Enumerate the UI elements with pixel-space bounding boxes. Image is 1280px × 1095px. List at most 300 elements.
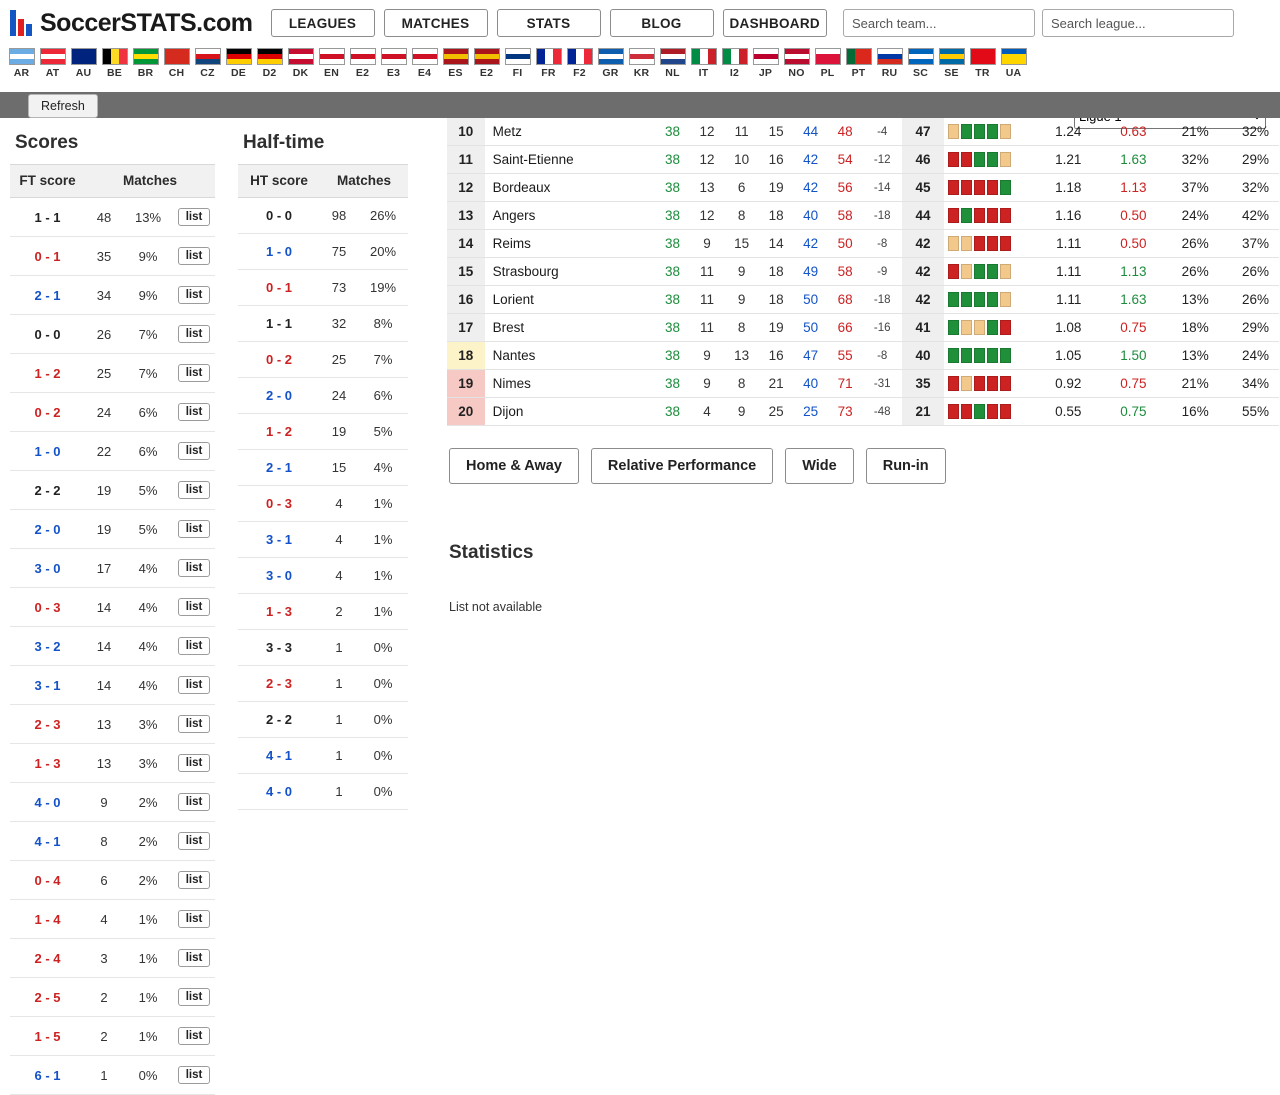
score-list-button[interactable]: list xyxy=(178,988,211,1006)
score-row xyxy=(10,393,215,432)
team-name[interactable]: Lorient xyxy=(485,286,656,314)
score-match-count: 14 xyxy=(85,627,123,666)
score-list-button[interactable]: list xyxy=(178,520,211,538)
form-w-icon xyxy=(948,292,959,307)
score-match-count: 4 xyxy=(85,900,123,939)
flag-label: KR xyxy=(633,67,650,79)
score-value: 4 - 0 xyxy=(238,774,320,810)
form-guide xyxy=(948,292,1024,307)
score-row xyxy=(10,627,215,666)
score-row xyxy=(238,378,408,414)
score-row xyxy=(10,471,215,510)
losses: 16 xyxy=(759,342,794,370)
search-team-input[interactable] xyxy=(843,9,1035,37)
score-list-cell xyxy=(173,705,215,744)
points: 47 xyxy=(902,118,944,146)
flag-icon xyxy=(970,48,996,65)
score-value: 1 - 4 xyxy=(10,900,85,939)
flag-label: SE xyxy=(944,67,959,79)
country-flag-nl-21[interactable] xyxy=(657,48,688,79)
score-percentage: 9% xyxy=(123,237,173,276)
country-flag-ch-5[interactable] xyxy=(161,48,192,79)
goal-difference: -8 xyxy=(862,230,902,258)
country-flag-jp-24[interactable] xyxy=(750,48,781,79)
score-row xyxy=(10,432,215,471)
country-flag-i2-23[interactable] xyxy=(719,48,750,79)
team-name[interactable]: Nantes xyxy=(485,342,656,370)
nav-matches[interactable]: MATCHES xyxy=(384,9,488,37)
score-match-count: 34 xyxy=(85,276,123,315)
score-value: 2 - 4 xyxy=(10,939,85,978)
form-w-icon xyxy=(1000,180,1011,195)
score-percentage: 4% xyxy=(123,549,173,588)
percent-stat-2: 32% xyxy=(1219,118,1279,146)
score-row xyxy=(238,594,408,630)
score-percentage: 3% xyxy=(123,744,173,783)
score-match-count: 13 xyxy=(85,705,123,744)
percent-stat-1: 26% xyxy=(1158,230,1218,258)
score-match-count: 26 xyxy=(85,315,123,354)
search-league-input[interactable] xyxy=(1042,9,1234,37)
table-row[interactable] xyxy=(447,314,1279,342)
country-flag-it-22[interactable] xyxy=(688,48,719,79)
flag-icon xyxy=(536,48,562,65)
statistics-note: List not available xyxy=(449,600,543,614)
score-value: 2 - 0 xyxy=(238,378,320,414)
flag-icon xyxy=(722,48,748,65)
percent-stat-1: 13% xyxy=(1158,286,1218,314)
losses: 15 xyxy=(759,118,794,146)
score-list-button[interactable]: list xyxy=(178,910,211,928)
team-name[interactable]: Bordeaux xyxy=(485,174,656,202)
flag-icon xyxy=(505,48,531,65)
flag-icon xyxy=(753,48,779,65)
flag-label: FI xyxy=(512,67,523,79)
form-d-icon xyxy=(961,236,972,251)
score-list-button[interactable]: list xyxy=(178,325,211,343)
goal-difference: -16 xyxy=(862,314,902,342)
score-list-button[interactable]: list xyxy=(178,364,211,382)
team-name[interactable]: Metz xyxy=(485,118,656,146)
form-cell xyxy=(944,202,1028,230)
country-flag-kr-20[interactable] xyxy=(626,48,657,79)
country-flag-e2-11[interactable] xyxy=(347,48,378,79)
score-row xyxy=(10,276,215,315)
score-list-button[interactable]: list xyxy=(178,754,211,772)
form-w-icon xyxy=(961,292,972,307)
form-w-icon xyxy=(1000,348,1011,363)
form-w-icon xyxy=(987,264,998,279)
score-value: 1 - 5 xyxy=(10,1017,85,1056)
draws: 15 xyxy=(724,230,759,258)
points: 44 xyxy=(902,202,944,230)
score-row xyxy=(10,783,215,822)
flag-label: I2 xyxy=(729,67,740,79)
goals-for: 25 xyxy=(793,398,828,426)
country-flag-f2-18[interactable] xyxy=(564,48,595,79)
form-l-icon xyxy=(948,180,959,195)
score-list-button[interactable]: list xyxy=(178,598,211,616)
country-flag-e2-15[interactable] xyxy=(471,48,502,79)
score-percentage: 4% xyxy=(123,666,173,705)
percent-stat-2: 55% xyxy=(1219,398,1279,426)
logo-text-stats: STATS xyxy=(120,8,197,37)
flag-icon xyxy=(257,48,283,65)
country-flag-es-14[interactable] xyxy=(440,48,471,79)
form-w-icon xyxy=(974,292,985,307)
score-row xyxy=(238,774,408,810)
table-row[interactable] xyxy=(447,342,1279,370)
score-percentage: 20% xyxy=(358,234,408,270)
matches-played: 38 xyxy=(655,202,690,230)
score-match-count: 25 xyxy=(320,342,358,378)
goals-for: 40 xyxy=(793,202,828,230)
table-row[interactable] xyxy=(447,118,1279,146)
flag-icon xyxy=(164,48,190,65)
losses: 21 xyxy=(759,370,794,398)
form-guide xyxy=(948,208,1024,223)
country-flag-bar xyxy=(0,46,1280,92)
form-w-icon xyxy=(974,264,985,279)
form-l-icon xyxy=(987,236,998,251)
team-name[interactable]: Saint-Etienne xyxy=(485,146,656,174)
country-flag-dk-9[interactable] xyxy=(285,48,316,79)
country-flag-cz-6[interactable] xyxy=(192,48,223,79)
score-list-button[interactable]: list xyxy=(178,247,211,265)
points-per-game: 0.92 xyxy=(1028,370,1093,398)
flag-icon xyxy=(784,48,810,65)
flag-label: DK xyxy=(292,67,309,79)
secondary-toolbar xyxy=(0,92,1280,118)
flag-label: NO xyxy=(788,67,805,79)
score-list-button[interactable]: list xyxy=(178,832,211,850)
score-percentage: 0% xyxy=(358,774,408,810)
form-cell xyxy=(944,398,1028,426)
team-name[interactable]: Strasbourg xyxy=(485,258,656,286)
score-list-cell xyxy=(173,588,215,627)
score-value: 1 - 3 xyxy=(10,744,85,783)
country-flag-pl-26[interactable] xyxy=(812,48,843,79)
score-row xyxy=(10,198,215,237)
matches-played: 38 xyxy=(655,258,690,286)
score-percentage: 0% xyxy=(123,1056,173,1095)
score-list-button[interactable]: list xyxy=(178,286,211,304)
goals-for: 47 xyxy=(793,342,828,370)
score-list-button[interactable]: list xyxy=(178,949,211,967)
percent-stat-1: 26% xyxy=(1158,258,1218,286)
matches-played: 38 xyxy=(655,398,690,426)
goals-for: 42 xyxy=(793,174,828,202)
score-list-cell xyxy=(173,744,215,783)
points: 21 xyxy=(902,398,944,426)
score-list-button[interactable]: list xyxy=(178,793,211,811)
points: 46 xyxy=(902,146,944,174)
team-name[interactable]: Angers xyxy=(485,202,656,230)
flag-icon xyxy=(40,48,66,65)
flag-label: EN xyxy=(324,67,339,79)
table-row[interactable] xyxy=(447,286,1279,314)
form-l-icon xyxy=(1000,236,1011,251)
relative-performance-button[interactable]: Relative Performance xyxy=(591,448,773,484)
goal-difference: -18 xyxy=(862,286,902,314)
country-flag-e3-12[interactable] xyxy=(378,48,409,79)
percent-stat-1: 18% xyxy=(1158,314,1218,342)
team-position: 16 xyxy=(447,286,485,314)
goal-difference: -18 xyxy=(862,202,902,230)
score-value: 2 - 2 xyxy=(238,702,320,738)
form-l-icon xyxy=(1000,376,1011,391)
score-list-cell xyxy=(173,978,215,1017)
score-percentage: 9% xyxy=(123,276,173,315)
score-list-cell xyxy=(173,276,215,315)
score-value: 0 - 3 xyxy=(10,588,85,627)
goals-against: 56 xyxy=(828,174,863,202)
score-list-button[interactable]: list xyxy=(178,559,211,577)
form-w-icon xyxy=(974,152,985,167)
country-flag-no-25[interactable] xyxy=(781,48,812,79)
score-match-count: 75 xyxy=(320,234,358,270)
score-row xyxy=(10,588,215,627)
form-d-icon xyxy=(1000,124,1011,139)
flag-icon xyxy=(567,48,593,65)
flag-icon xyxy=(195,48,221,65)
draws: 8 xyxy=(724,314,759,342)
flag-label: E2 xyxy=(355,67,370,79)
score-list-button[interactable]: list xyxy=(178,1027,211,1045)
flag-label: RU xyxy=(881,67,898,79)
score-match-count: 19 xyxy=(320,414,358,450)
form-l-icon xyxy=(974,180,985,195)
country-flag-d2-8[interactable] xyxy=(254,48,285,79)
table-row[interactable] xyxy=(447,370,1279,398)
country-flag-de-7[interactable] xyxy=(223,48,254,79)
form-w-icon xyxy=(974,348,985,363)
country-flag-ru-28[interactable] xyxy=(874,48,905,79)
team-position: 17 xyxy=(447,314,485,342)
score-row xyxy=(238,342,408,378)
matches-played: 38 xyxy=(655,370,690,398)
country-flag-at-1[interactable] xyxy=(37,48,68,79)
score-value: 2 - 3 xyxy=(238,666,320,702)
country-flag-fr-17[interactable] xyxy=(533,48,564,79)
ft-score-column-header: FT score xyxy=(10,165,85,198)
goals-against: 71 xyxy=(828,370,863,398)
country-flag-be-3[interactable] xyxy=(99,48,130,79)
team-name[interactable]: Brest xyxy=(485,314,656,342)
country-flag-au-2[interactable] xyxy=(68,48,99,79)
country-flag-en-10[interactable] xyxy=(316,48,347,79)
flag-icon xyxy=(1001,48,1027,65)
score-value: 1 - 0 xyxy=(10,432,85,471)
league-standings-panel xyxy=(447,118,1280,614)
score-list-button[interactable]: list xyxy=(178,403,211,421)
form-cell xyxy=(944,230,1028,258)
country-flag-br-4[interactable] xyxy=(130,48,161,79)
form-l-icon xyxy=(961,152,972,167)
country-flag-e4-13[interactable] xyxy=(409,48,440,79)
score-row xyxy=(10,978,215,1017)
form-l-icon xyxy=(974,236,985,251)
points: 45 xyxy=(902,174,944,202)
percent-stat-2: 29% xyxy=(1219,146,1279,174)
score-value: 0 - 4 xyxy=(10,861,85,900)
country-flag-gr-19[interactable] xyxy=(595,48,626,79)
table-row[interactable] xyxy=(447,258,1279,286)
table-row[interactable] xyxy=(447,398,1279,426)
recent-ppg: 0.50 xyxy=(1093,202,1158,230)
nav-blog[interactable]: BLOG xyxy=(610,9,714,37)
score-value: 0 - 3 xyxy=(238,486,320,522)
score-list-button[interactable]: list xyxy=(178,442,211,460)
form-w-icon xyxy=(987,320,998,335)
flag-label: SC xyxy=(913,67,928,79)
flag-icon xyxy=(288,48,314,65)
losses: 18 xyxy=(759,202,794,230)
country-flag-sc-29[interactable] xyxy=(905,48,936,79)
form-l-icon xyxy=(961,180,972,195)
score-percentage: 6% xyxy=(123,393,173,432)
flag-icon xyxy=(660,48,686,65)
table-row[interactable] xyxy=(447,174,1279,202)
team-position: 11 xyxy=(447,146,485,174)
percent-stat-2: 37% xyxy=(1219,230,1279,258)
nav-leagues[interactable]: LEAGUES xyxy=(271,9,375,37)
flag-icon xyxy=(629,48,655,65)
recent-ppg: 0.75 xyxy=(1093,370,1158,398)
score-percentage: 6% xyxy=(123,432,173,471)
table-row[interactable] xyxy=(447,146,1279,174)
score-percentage: 19% xyxy=(358,270,408,306)
country-flag-fi-16[interactable] xyxy=(502,48,533,79)
score-list-cell xyxy=(173,315,215,354)
site-logo[interactable] xyxy=(10,9,253,38)
score-match-count: 19 xyxy=(85,510,123,549)
logo-bars-icon xyxy=(10,10,34,36)
ht-scores-header-row xyxy=(238,165,408,198)
draws: 9 xyxy=(724,398,759,426)
table-row[interactable] xyxy=(447,230,1279,258)
country-flag-ua-32[interactable] xyxy=(998,48,1029,79)
form-cell xyxy=(944,146,1028,174)
score-list-cell xyxy=(173,432,215,471)
score-value: 2 - 0 xyxy=(10,510,85,549)
score-match-count: 25 xyxy=(85,354,123,393)
score-value: 4 - 1 xyxy=(10,822,85,861)
percent-stat-1: 16% xyxy=(1158,398,1218,426)
form-w-icon xyxy=(987,152,998,167)
points-per-game: 1.05 xyxy=(1028,342,1093,370)
percent-stat-1: 24% xyxy=(1158,202,1218,230)
wins: 9 xyxy=(690,342,725,370)
run-in-button[interactable]: Run-in xyxy=(866,448,946,484)
matches-played: 38 xyxy=(655,230,690,258)
top-navigation-bar xyxy=(0,0,1280,46)
form-d-icon xyxy=(961,320,972,335)
country-flag-ar-0[interactable] xyxy=(6,48,37,79)
score-match-count: 4 xyxy=(320,522,358,558)
team-position: 20 xyxy=(447,398,485,426)
country-flag-se-30[interactable] xyxy=(936,48,967,79)
ft-scores-table xyxy=(10,164,215,1095)
team-name[interactable]: Reims xyxy=(485,230,656,258)
team-name[interactable]: Nimes xyxy=(485,370,656,398)
matches-played: 38 xyxy=(655,174,690,202)
score-list-button[interactable]: list xyxy=(178,676,211,694)
score-percentage: 4% xyxy=(358,450,408,486)
wins: 9 xyxy=(690,230,725,258)
score-list-button[interactable]: list xyxy=(178,871,211,889)
score-list-button[interactable]: list xyxy=(178,1066,211,1084)
percent-stat-2: 24% xyxy=(1219,342,1279,370)
goal-difference: -12 xyxy=(862,146,902,174)
score-list-button[interactable]: list xyxy=(178,637,211,655)
score-list-cell xyxy=(173,237,215,276)
form-cell xyxy=(944,118,1028,146)
points-per-game: 1.18 xyxy=(1028,174,1093,202)
score-match-count: 24 xyxy=(320,378,358,414)
form-guide xyxy=(948,152,1024,167)
form-d-icon xyxy=(961,264,972,279)
score-row xyxy=(238,198,408,234)
wins: 9 xyxy=(690,370,725,398)
score-list-button[interactable]: list xyxy=(178,715,211,733)
percent-stat-1: 32% xyxy=(1158,146,1218,174)
nav-stats[interactable]: STATS xyxy=(497,9,601,37)
form-guide xyxy=(948,264,1024,279)
team-position: 10 xyxy=(447,118,485,146)
team-name[interactable]: Dijon xyxy=(485,398,656,426)
logo-text-domain: .com xyxy=(196,8,253,37)
losses: 16 xyxy=(759,146,794,174)
form-cell xyxy=(944,286,1028,314)
score-match-count: 4 xyxy=(320,486,358,522)
score-list-button[interactable]: list xyxy=(178,208,211,226)
country-flag-pt-27[interactable] xyxy=(843,48,874,79)
goals-against: 54 xyxy=(828,146,863,174)
score-match-count: 1 xyxy=(320,630,358,666)
score-value: 1 - 2 xyxy=(10,354,85,393)
losses: 18 xyxy=(759,258,794,286)
score-row xyxy=(238,306,408,342)
score-percentage: 4% xyxy=(123,627,173,666)
flag-icon xyxy=(598,48,624,65)
goals-against: 73 xyxy=(828,398,863,426)
goal-difference: -31 xyxy=(862,370,902,398)
score-row xyxy=(238,558,408,594)
draws: 8 xyxy=(724,370,759,398)
nav-dashboard[interactable]: DASHBOARD xyxy=(723,9,827,37)
flag-label: AR xyxy=(13,67,30,79)
form-l-icon xyxy=(1000,208,1011,223)
score-list-button[interactable]: list xyxy=(178,481,211,499)
score-list-cell xyxy=(173,1017,215,1056)
refresh-button[interactable]: Refresh xyxy=(28,94,98,118)
points-per-game: 0.55 xyxy=(1028,398,1093,426)
home-away-button[interactable]: Home & Away xyxy=(449,448,579,484)
score-percentage: 1% xyxy=(358,594,408,630)
flag-label: PT xyxy=(851,67,866,79)
score-match-count: 8 xyxy=(85,822,123,861)
recent-ppg: 1.63 xyxy=(1093,146,1158,174)
score-match-count: 13 xyxy=(85,744,123,783)
wide-button[interactable]: Wide xyxy=(785,448,854,484)
score-match-count: 73 xyxy=(320,270,358,306)
recent-ppg: 1.13 xyxy=(1093,258,1158,286)
score-percentage: 2% xyxy=(123,783,173,822)
flag-label: AU xyxy=(75,67,92,79)
table-row[interactable] xyxy=(447,202,1279,230)
country-flag-tr-31[interactable] xyxy=(967,48,998,79)
